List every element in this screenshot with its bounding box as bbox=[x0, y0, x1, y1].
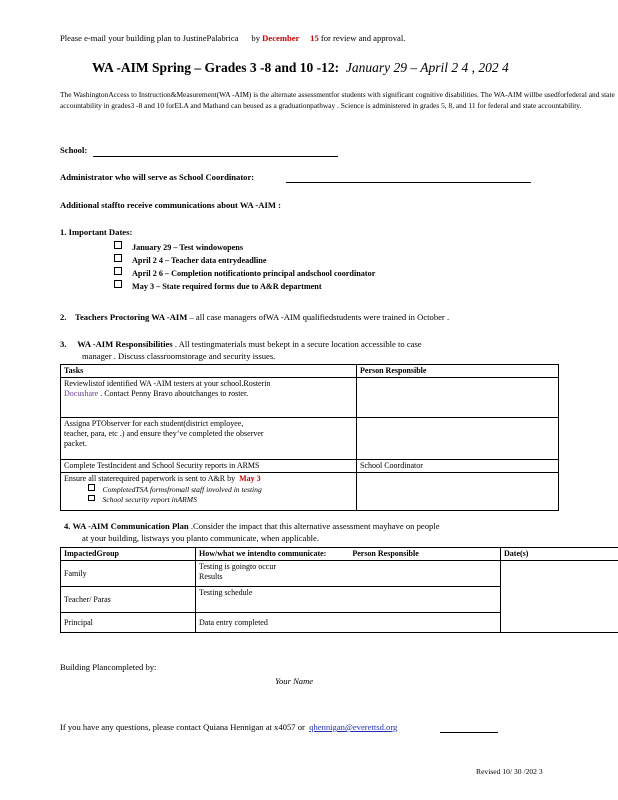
section2-text: – all case managers ofWA -AIM qualifiedstudents were trained in October . bbox=[187, 312, 450, 322]
date-item: April 2 4 – Teacher data entrydeadline bbox=[114, 254, 375, 267]
person-header: Person Responsible bbox=[357, 365, 559, 378]
task-cell: Reviewlistof identified WA -AIM testers at your school.Rosterin Docushare . Contact Penny Bravo aboutchanges to roster. bbox=[61, 378, 357, 418]
header-line: Please e-mail your building plan to JustinePalabrica by December 15 for review and approval. bbox=[60, 33, 406, 43]
section4-line1: 4. WA -AIM Communication Plan .Consider the impact that this alternative assessment mayhave on people bbox=[64, 521, 440, 531]
section3-heading: WA -AIM Responsibilities bbox=[77, 339, 173, 349]
table-row bbox=[61, 378, 559, 418]
checkbox-icon bbox=[88, 495, 95, 502]
date-item: April 2 6 – Completion notificationto principal andschool coordinator bbox=[114, 267, 375, 280]
deadline-day: 15 bbox=[310, 33, 319, 43]
section2: 2. Teachers Proctoring WA -AIM – all case managers ofWA -AIM qualifiedstudents were trained in October . bbox=[60, 312, 450, 322]
section4-heading: 4. WA -AIM Communication Plan bbox=[64, 521, 189, 531]
table-row bbox=[61, 473, 559, 511]
what-cell: Testing is goingto occur Results bbox=[196, 561, 501, 587]
person-cell bbox=[357, 473, 559, 511]
communicate-header: How/what we intendto communicate: Person Responsible bbox=[196, 548, 501, 561]
contact-email-link[interactable]: qhennigan@everettsd.org bbox=[309, 722, 398, 732]
group-cell: Family bbox=[61, 561, 196, 587]
table-header-row bbox=[61, 548, 618, 561]
coordinator-field[interactable] bbox=[286, 182, 531, 183]
title-dates: January 29 – April 2 4 , 202 4 bbox=[345, 60, 509, 75]
page-title bbox=[92, 60, 509, 76]
communication-table bbox=[60, 547, 618, 633]
date-item: May 3 – State required forms due to A&R department bbox=[114, 280, 375, 293]
group-cell: Principal bbox=[61, 613, 196, 633]
email-underline bbox=[440, 732, 498, 733]
table-row bbox=[61, 561, 618, 587]
table-row bbox=[61, 460, 559, 473]
tasks-header: Tasks bbox=[61, 365, 357, 378]
responsibilities-table bbox=[60, 364, 559, 511]
deadline-month: December bbox=[262, 33, 300, 43]
important-dates-list bbox=[114, 241, 375, 293]
completed-by-label: Building Plancompleted by: bbox=[60, 662, 157, 672]
checkbox-icon bbox=[88, 484, 95, 491]
what-cell: Data entry completed bbox=[196, 613, 501, 633]
person-cell bbox=[357, 378, 559, 418]
person-header: Person Responsible bbox=[352, 549, 419, 558]
checkbox-icon bbox=[114, 241, 122, 249]
checkbox-icon bbox=[114, 267, 122, 275]
group-header: ImpactedGroup bbox=[61, 548, 196, 561]
title-main: WA -AIM Spring – Grades 3 -8 and 10 -12: bbox=[92, 60, 340, 75]
section4-line2: at your building, listways you planto communicate, when applicable. bbox=[82, 533, 319, 543]
checkbox-icon bbox=[114, 280, 122, 288]
date-item: January 29 – Test windowopens bbox=[114, 241, 375, 254]
section1-heading: 1. Important Dates: bbox=[60, 227, 133, 237]
your-name: Your Name bbox=[275, 676, 314, 686]
section2-heading: Teachers Proctoring WA -AIM bbox=[75, 312, 188, 322]
table-row bbox=[61, 418, 559, 460]
dates-header: Date(s) bbox=[501, 548, 618, 561]
revised-date: Revised 10/ 30 /202 3 bbox=[476, 767, 543, 776]
coordinator-label: Administrator who will serve as School Coordinator: bbox=[60, 172, 255, 182]
school-label: School: bbox=[60, 145, 88, 155]
task-cell: Complete TestIncident and School Security reports in ARMS bbox=[61, 460, 357, 473]
section3-line2: manager . Discuss classroomstorage and security issues. bbox=[82, 351, 276, 361]
checkbox-icon bbox=[114, 254, 122, 262]
header-review: for review and approval. bbox=[320, 33, 406, 43]
due-date: May 3 bbox=[239, 474, 261, 483]
what-cell: Testing schedule bbox=[196, 587, 501, 613]
header-instruction: Please e-mail your building plan to JustinePalabrica bbox=[60, 33, 239, 43]
dates-cell bbox=[501, 561, 618, 633]
questions-line: If you have any questions, please contact Quiana Hennigan at x4057 or qhennigan@everettsd.org bbox=[60, 722, 398, 732]
school-field[interactable] bbox=[93, 156, 338, 157]
person-cell bbox=[357, 418, 559, 460]
group-cell: Teacher/ Paras bbox=[61, 587, 196, 613]
person-cell: School Coordinator bbox=[357, 460, 559, 473]
section3-line1: 3. WA -AIM Responsibilities . All testingmaterials must bekept in a secure location accessible to case bbox=[60, 339, 422, 349]
task-cell: Assigna PTObserver for each student(district employee, teacher, para, etc .) and ensure they’ve completed the observer packet. bbox=[61, 418, 357, 460]
table-header-row bbox=[61, 365, 559, 378]
intro-paragraph: The WashingtonAccess to Instruction&Measurement(WA -AIM) is the alternate assessmentfor students with significant cognitive disabilities. The WA-AIM willbe usedforfederal and state accountability in grades3 -8 and 10 forELA and Mathand can beused as a graduationpathway . Science is administered in grades 5, 8, and 11 for federal and state accountability. bbox=[60, 90, 615, 110]
docushare-link[interactable]: Docushare bbox=[64, 389, 99, 398]
task-cell: Ensure all staterequired paperwork is sent to A&R by May 3 CompletedTSA formsfromall staff involved in testing School security report inARMS bbox=[61, 473, 357, 511]
staff-label: Additional staffto receive communications about WA -AIM : bbox=[60, 200, 281, 210]
